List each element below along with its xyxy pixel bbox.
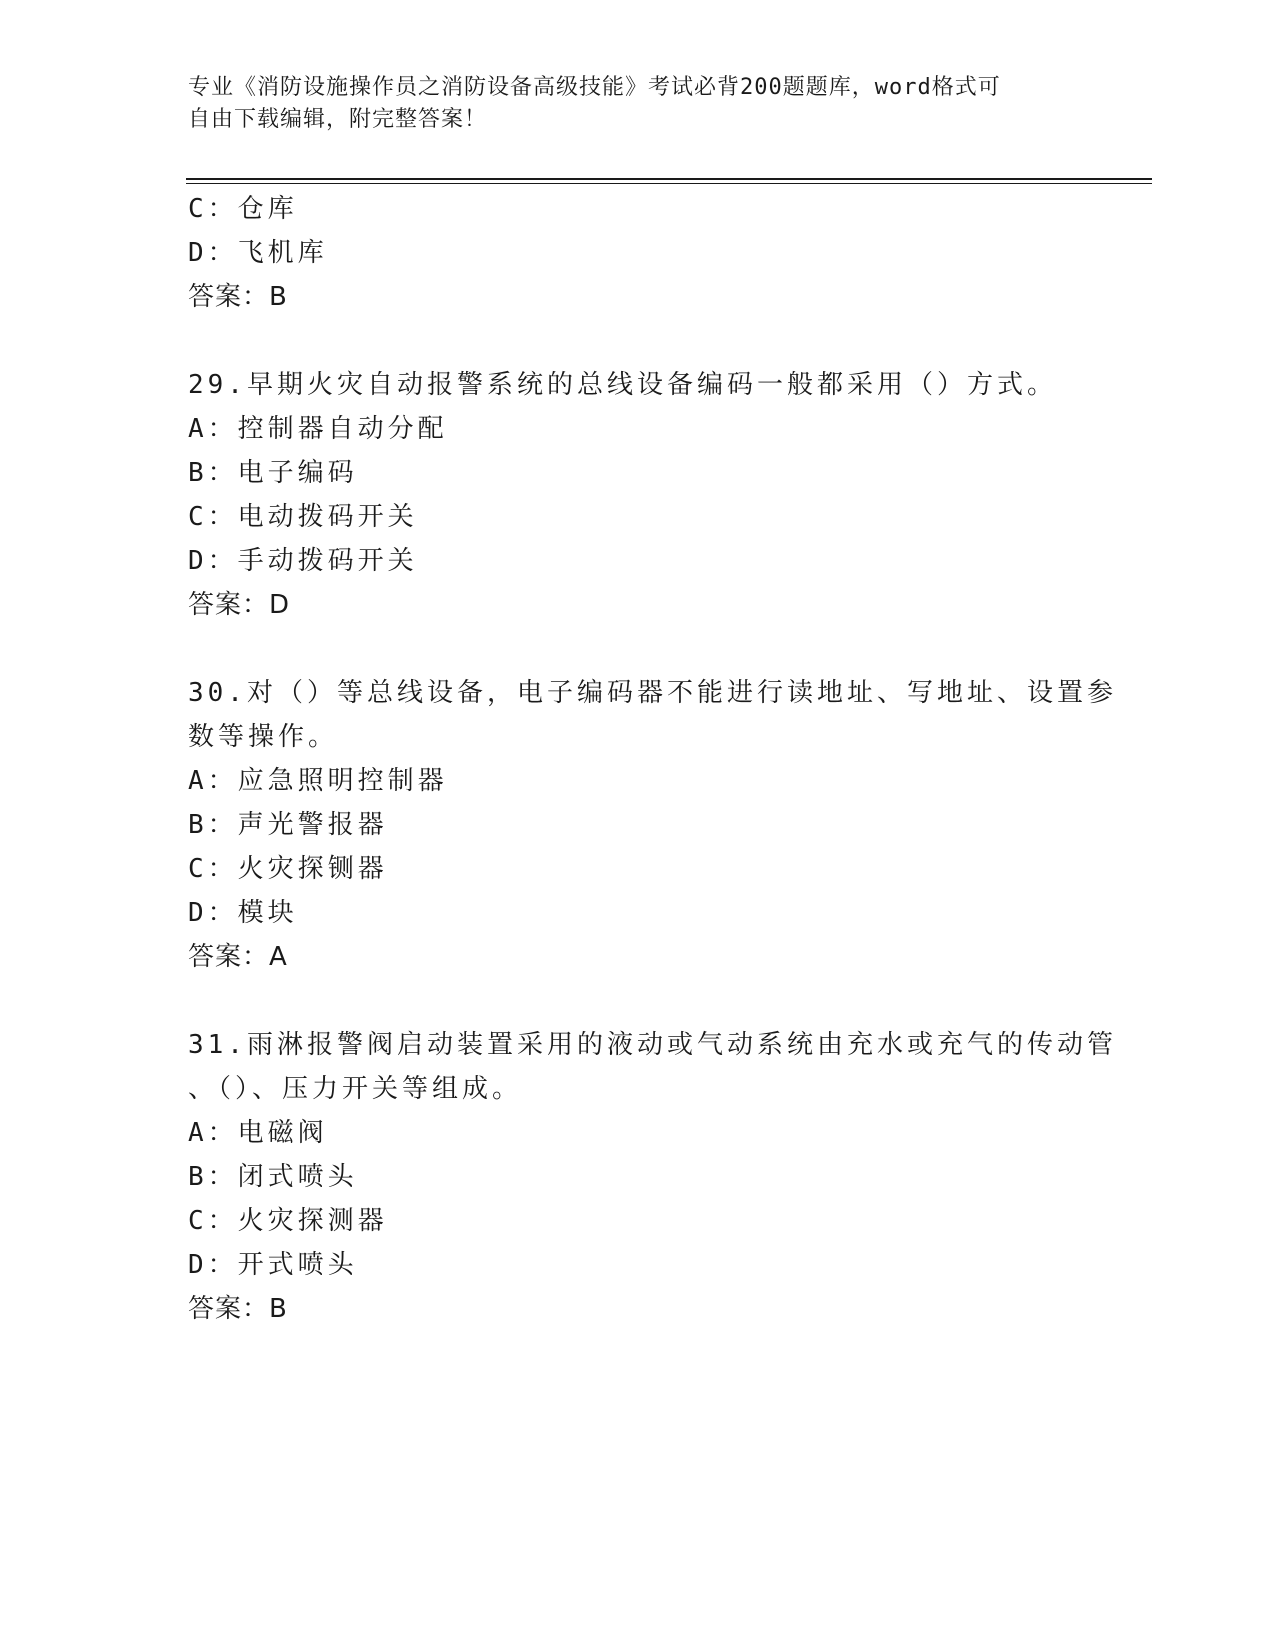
question-stem: 29.早期火灾自动报警系统的总线设备编码一般都采用（）方式。: [188, 370, 1057, 400]
option-c: C：火灾探铡器: [188, 854, 388, 884]
answer-line: 答案：B: [188, 1294, 288, 1324]
answer-line: 答案：B: [188, 282, 288, 312]
option-d: D：飞机库: [188, 238, 328, 268]
option-b: B：闭式喷头: [188, 1162, 358, 1192]
option-b: B：声光警报器: [188, 810, 388, 840]
question-stem: 31.雨淋报警阀启动装置采用的液动或气动系统由充水或充气的传动管: [188, 1030, 1117, 1060]
option-a: A：控制器自动分配: [188, 414, 448, 444]
option-c: C：电动拨码开关: [188, 502, 418, 532]
option-a: A：电磁阀: [188, 1118, 328, 1148]
question-stem-continued: 、（）、压力开关等组成。: [188, 1074, 523, 1104]
header-divider-thick: [186, 178, 1152, 180]
answer-line: 答案：A: [188, 942, 288, 972]
option-a: A：应急照明控制器: [188, 766, 448, 796]
option-c: C：火灾探测器: [188, 1206, 388, 1236]
answer-line: 答案：D: [188, 590, 291, 620]
header-divider-thin: [186, 183, 1152, 184]
option-d: D：手动拨码开关: [188, 546, 418, 576]
option-d: D：开式喷头: [188, 1250, 358, 1280]
option-b: B：电子编码: [188, 458, 358, 488]
header-line-1: 专业《消防设施操作员之消防设备高级技能》考试必背200题题库，word格式可: [188, 75, 1001, 100]
question-stem-continued: 数等操作。: [188, 722, 339, 752]
option-d: D：模块: [188, 898, 298, 928]
option-c: C：仓库: [188, 194, 298, 224]
question-stem: 30.对（）等总线设备，电子编码器不能进行读地址、写地址、设置参: [188, 678, 1117, 708]
header-line-2: 自由下载编辑，附完整答案！: [188, 107, 488, 132]
document-header: [188, 72, 1088, 136]
